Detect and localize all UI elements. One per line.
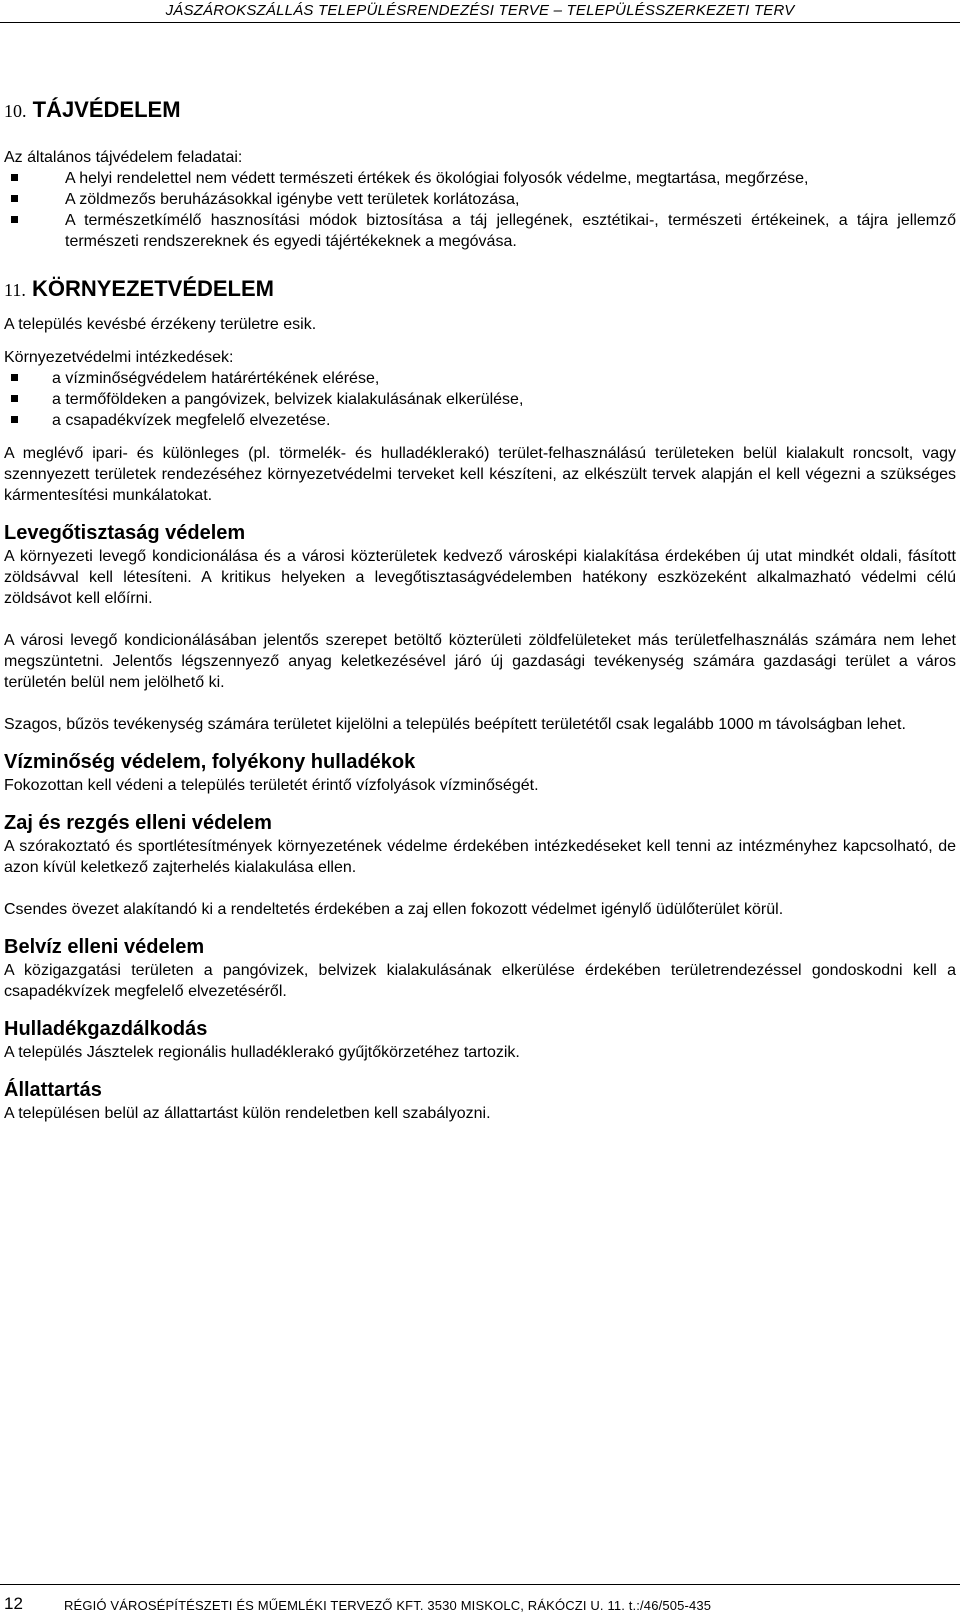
section-11-heading	[4, 275, 956, 304]
animal-keeping-heading: Állattartás	[4, 1079, 102, 1101]
air-quality-heading: Levegőtisztaság védelem	[4, 522, 246, 544]
inland-water-paragraph: A közigazgatási területen a pangóvizek, belvizek kialakulásának elkerülése érdekében területrendezéssel gondoskodni kell a csapadékvízek megfelelő elvezetéséről.	[4, 962, 956, 1000]
list-item: a csapadékvízek megfelelő elvezetése.	[4, 410, 956, 431]
page-number: 12	[4, 1594, 23, 1613]
list-item: A zöldmezős beruházásokkal igénybe vett területek korlátozása,	[4, 189, 956, 210]
waste-management-heading: Hulladékgazdálkodás	[4, 1018, 208, 1040]
list-item: A természetkímélő hasznosítási módok biztosítása a táj jellegének, esztétikai-, természeti értékeinek, a tájra jellemző természeti rendszereknek és egyedi tájértékeknek a megóvása.	[4, 210, 956, 252]
water-quality-paragraph: Fokozottan kell védeni a település területét érintő vízfolyások vízminőségét.	[4, 777, 539, 794]
section-11-number: 11.	[4, 280, 26, 300]
list-item: a termőföldeken a pangóvizek, belvizek kialakulásának elkerülése,	[4, 389, 956, 410]
noise-heading: Zaj és rezgés elleni védelem	[4, 812, 272, 834]
running-header: JÁSZÁROKSZÁLLÁS TELEPÜLÉSRENDEZÉSI TERVE – TELEPÜLÉSSZERKEZETI TERV	[165, 2, 795, 19]
list-item: A helyi rendelettel nem védett természeti értékek és ökológiai folyosók védelme, megtartása, megőrzése,	[4, 168, 956, 189]
water-quality-heading: Vízminőség védelem, folyékony hulladékok	[4, 751, 416, 773]
footer-rule	[0, 1584, 960, 1585]
air-quality-paragraph-2: A városi levegő kondicionálásában jelentős szerepet betöltő közterületi zöldfelületeket más területfelhasználás számára nem lehet megszüntetni. Jelentős légszennyező anyag keletkezésével járó új gazdasági tevékenység számára gazdasági terület a város területén belül nem jelölhető ki.	[4, 632, 956, 691]
section-10-number: 10.	[4, 101, 27, 121]
noise-paragraph-1: A szórakoztató és sportlétesítmények környezetének védelme érdekében intézkedéseket kell tenni az intézményhez kapcsolható, de azon kívül keletkező zajterhelés kialakulása ellen.	[4, 838, 956, 876]
header-rule	[0, 22, 960, 23]
air-quality-paragraph-3: Szagos, bűzös tevékenység számára területet kijelölni a település beépített területétől csak legalább 1000 m távolságban lehet.	[4, 716, 906, 733]
animal-keeping-paragraph: A településen belül az állattartást külön rendeletben kell szabályozni.	[4, 1105, 491, 1122]
page-content	[4, 96, 956, 1124]
footer-firm-info: RÉGIÓ VÁROSÉPÍTÉSZETI ÉS MŰEMLÉKI TERVEZŐ KFT. 3530 MISKOLC, RÁKÓCZI U. 11. t.:/46/505-435	[64, 1598, 712, 1613]
waste-management-paragraph: A település Jásztelek regionális hulladéklerakó gyűjtőkörzetéhez tartozik.	[4, 1044, 520, 1061]
section-11-paragraph-1: A település kevésbé érzékeny területre esik.	[4, 316, 317, 333]
section-11-paragraph-2: A meglévő ipari- és különleges (pl. törmelék- és hulladéklerakó) terület-felhasználású területeken belül kialakult roncsolt, vagy szennyezett területek rendezéséhez környezetvédelmi terveket kell készíteni, az elkészült tervek alapján el kell végezni a szükséges kármentesítési munkálatokat.	[4, 445, 956, 504]
section-10-intro: Az általános tájvédelem feladatai:	[4, 149, 243, 166]
section-11-bullet-list	[4, 368, 956, 431]
section-10-title: TÁJVÉDELEM	[32, 97, 181, 122]
section-10-bullet-list	[4, 168, 956, 252]
section-10-heading	[4, 96, 956, 125]
inland-water-heading: Belvíz elleni védelem	[4, 936, 205, 958]
section-11-intro: Környezetvédelmi intézkedések:	[4, 349, 234, 366]
air-quality-paragraph-1: A környezeti levegő kondicionálása és a városi közterületek kedvező városképi kialakítása érdekében új utat mindkét oldali, fásított zöldsávval kell létesíteni. A kritikus helyeken a levegőtisztaságvédelemben hatékony eszközeként alkalmazható védelmi célú zöldsávot kell előírni.	[4, 548, 956, 607]
noise-paragraph-2: Csendes övezet alakítandó ki a rendeltetés érdekében a zaj ellen fokozott védelmet igénylő üdülőterület körül.	[4, 901, 784, 918]
section-11-title: KÖRNYEZETVÉDELEM	[31, 276, 274, 301]
list-item: a vízminőségvédelem határértékének elérése,	[4, 368, 956, 389]
